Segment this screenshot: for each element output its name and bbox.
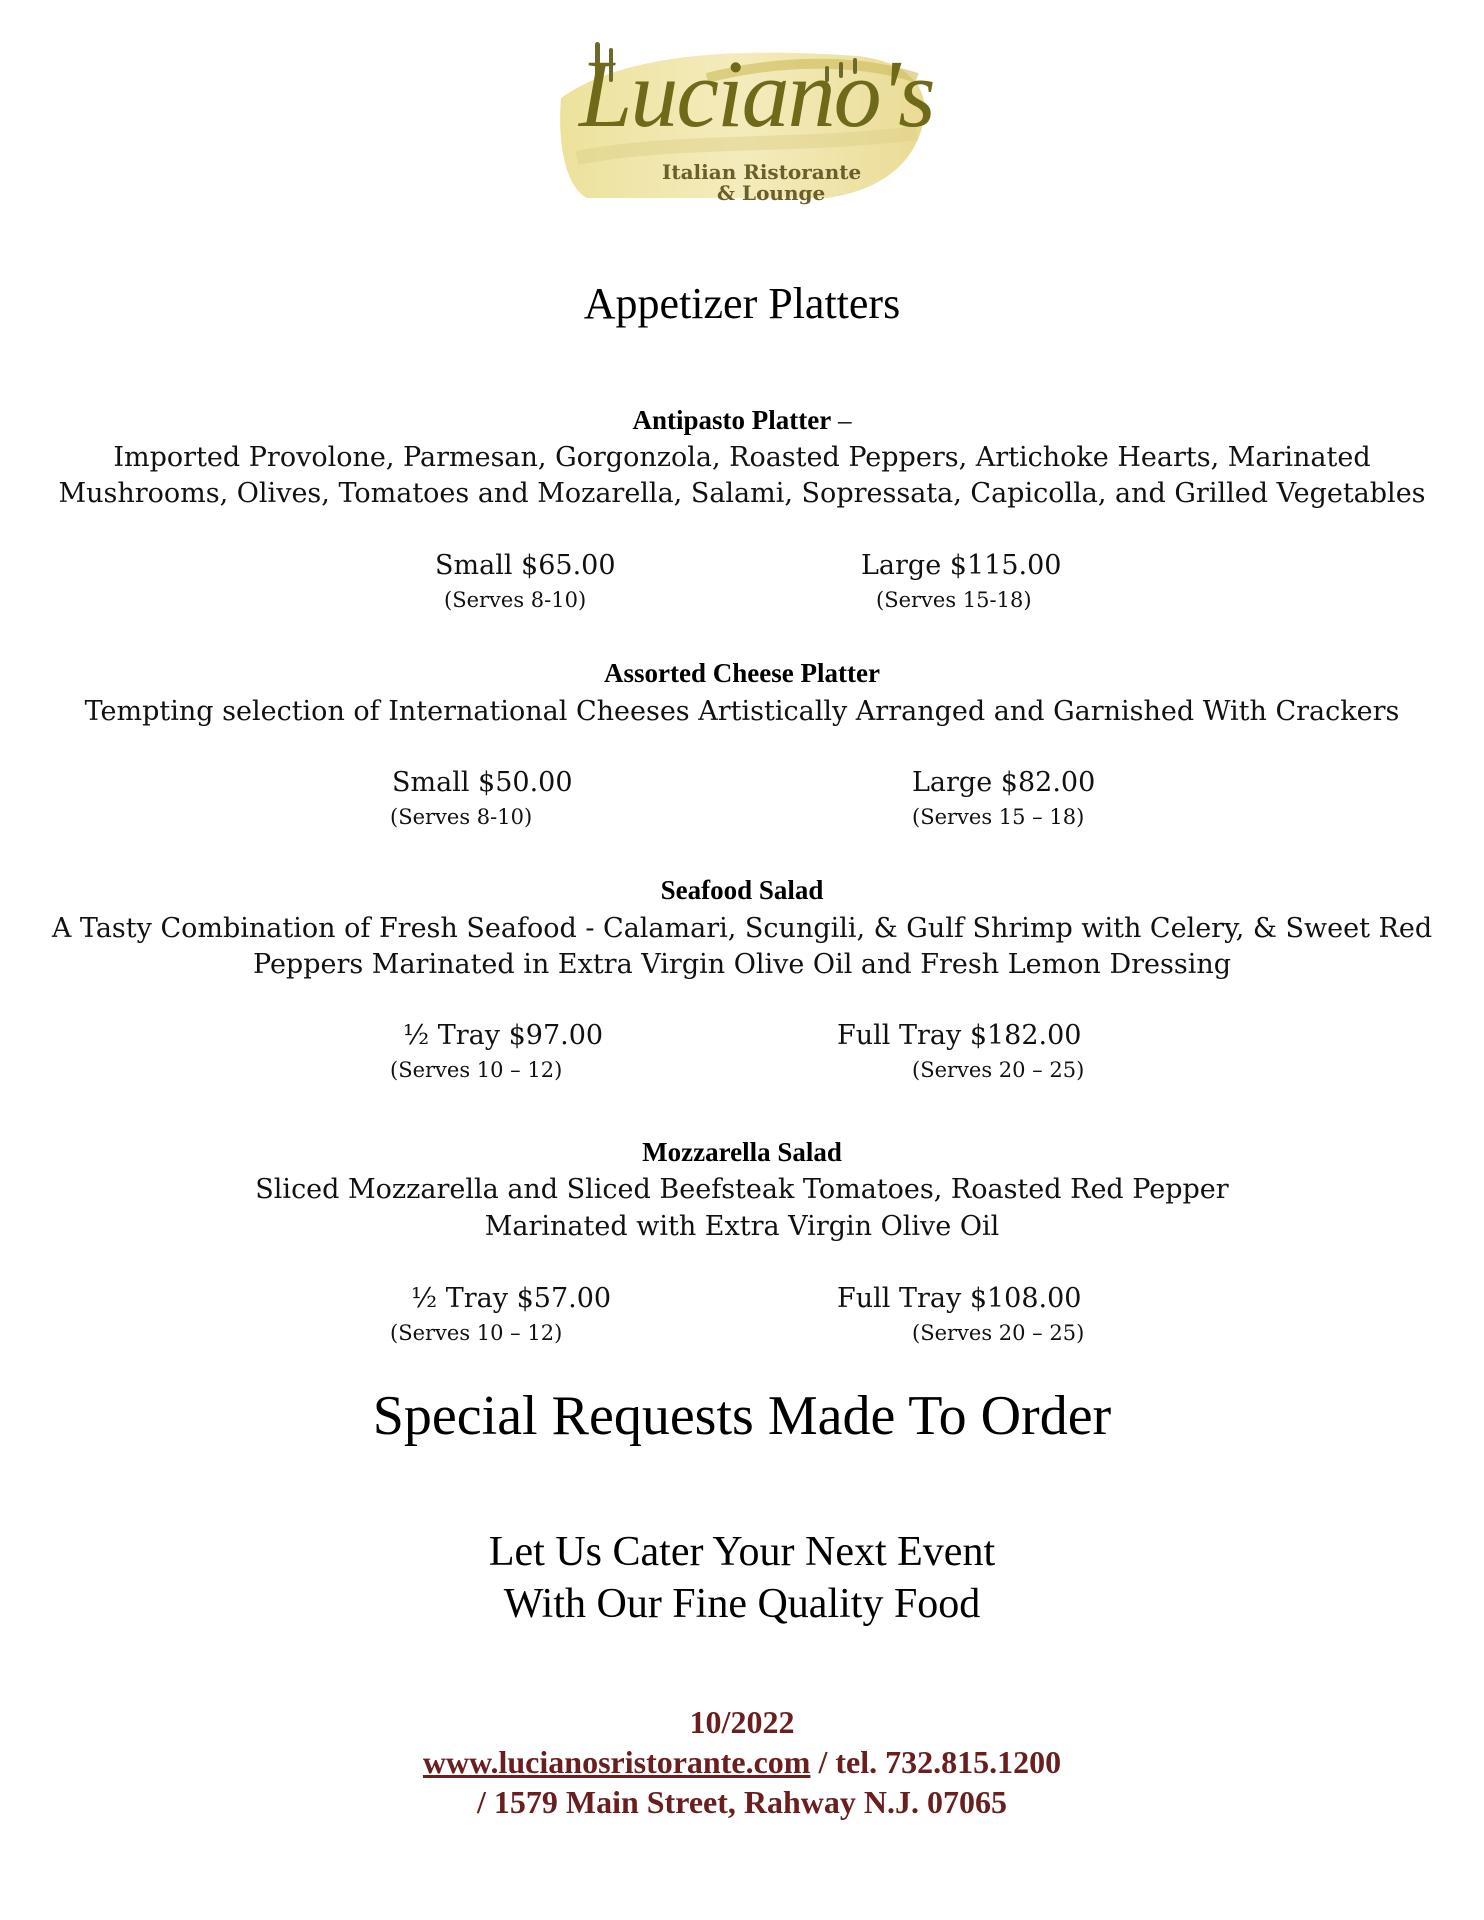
item-description-line: Imported Provolone, Parmesan, Gorgonzola, Roasted Peppers, Artichoke Hearts, Marinated [113,442,1371,473]
item-name-antipasto [0,405,1484,436]
footer-contact-line [0,1744,1484,1781]
price-large: Large $82.00 [912,767,1096,798]
item-description-line: Peppers Marinated in Extra Virgin Olive Oil and Fresh Lemon Dressing [252,949,1232,980]
logo-wordmark: Luciano's [579,40,934,147]
cater-line-1: Let Us Cater Your Next Event [488,1529,996,1575]
price-full-tray: Full Tray $108.00 [837,1283,1082,1314]
item-description-line: Marinated with Extra Virgin Olive Oil [484,1211,1000,1242]
serves-large: (Serves 15 – 18) [912,805,1085,829]
serves-full-tray: (Serves 20 – 25) [912,1058,1085,1082]
cater-line-2: With Our Fine Quality Food [503,1581,981,1627]
serves-small: (Serves 8-10) [444,588,587,612]
serves-small: (Serves 8-10) [390,805,533,829]
price-small: Small $65.00 [435,550,616,581]
price-half-tray: ½ Tray $57.00 [411,1283,612,1314]
item-name-text: Antipasto Platter [632,405,832,435]
special-requests-heading: Special Requests Made To Order [372,1385,1112,1447]
item-description-line: A Tasty Combination of Fresh Seafood - Calamari, Scungili, & Gulf Shrimp with Celery, & Sweet Red [51,913,1433,944]
logo-subtitle-line2: & Lounge [717,181,826,205]
serves-half-tray: (Serves 10 – 12) [390,1058,563,1082]
item-description-line: Tempting selection of International Cheeses Artistically Arranged and Garnished With Crackers [84,696,1400,727]
price-large: Large $115.00 [861,550,1062,581]
item-name-mozzarella: Mozzarella Salad [642,1137,842,1167]
footer-date: 10/2022 [689,1704,795,1740]
item-description-line: Mushrooms, Olives, Tomatoes and Mozarella, Salami, Sopressata, Capicolla, and Grilled Vegetables [58,478,1426,509]
item-name-cheese: Assorted Cheese Platter [604,658,880,688]
item-name-seafood: Seafood Salad [660,875,824,905]
price-full-tray: Full Tray $182.00 [837,1020,1082,1051]
page-title: Appetizer Platters [583,279,901,328]
footer-address: / 1579 Main Street, Rahway N.J. 07065 [476,1784,1008,1820]
item-name-dash: – [831,405,852,435]
price-half-tray: ½ Tray $97.00 [403,1020,604,1051]
website-link[interactable]: www.lucianosristorante.com [422,1744,811,1780]
footer-phone: / tel. 732.815.1200 [810,1744,1062,1780]
serves-half-tray: (Serves 10 – 12) [390,1321,563,1345]
serves-large: (Serves 15-18) [876,588,1032,612]
serves-full-tray: (Serves 20 – 25) [912,1321,1085,1345]
restaurant-logo [557,38,934,205]
price-small: Small $50.00 [392,767,573,798]
logo-subtitle-line1: Italian Ristorante [662,160,862,184]
item-description-line: Sliced Mozzarella and Sliced Beefsteak Tomatoes, Roasted Red Pepper [255,1174,1229,1205]
